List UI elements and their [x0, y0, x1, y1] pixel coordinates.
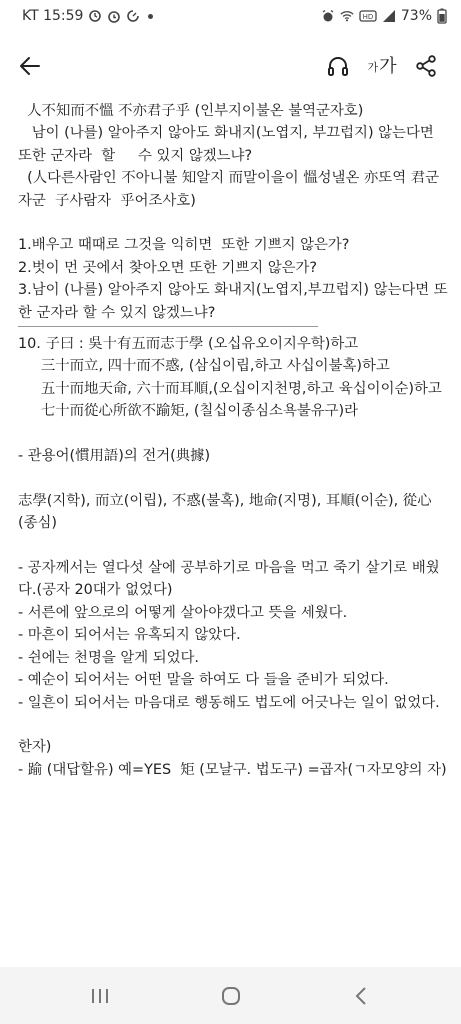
home-icon	[221, 986, 241, 1006]
font-size-large-label: 가	[379, 56, 397, 77]
text-line: - 예순이 되어서는 어떤 말을 하여도 다 들을 준비가 되었다.	[18, 672, 389, 689]
text-line: 10. 子曰 : 吳十有五而志于學 (오십유오이지우학)하고	[18, 336, 359, 353]
text-line: 志學(지학), 而立(이립), 不惑(불혹), 地命(지명), 耳順(이순), 從心(종심)	[18, 492, 432, 532]
share-icon	[415, 55, 437, 77]
text-line: (人다른사람인 不아니불 知알지 而말이을이 慍성낼온 亦또역 君군자군 子사람자 乎어조사호)	[18, 170, 439, 209]
app-toolbar	[0, 44, 461, 88]
recent-apps-button[interactable]	[80, 981, 120, 1011]
text-line: 한자)	[18, 739, 52, 756]
blank-line	[18, 423, 448, 445]
headphones-icon	[326, 54, 350, 78]
arrow-left-icon	[19, 55, 41, 77]
text-line: - 공자께서는 열다섯 살에 공부하기로 마음을 먹고 죽기 살기로 배웠다.(공자 20대가 없었다)	[18, 560, 440, 599]
battery-percent: 73%	[400, 8, 432, 24]
text-line: - 일흔이 되어서는 마음대로 행동해도 법도에 어긋나는 일이 없었다.	[18, 694, 440, 711]
text-line: 3.남이 (나를) 알아주지 않아도 화내지(노엽지,부끄럽지) 않는다면 또한 군자라 할 수 있지 않겠느냐?	[18, 282, 448, 321]
home-button[interactable]	[211, 981, 251, 1011]
signal-icon	[382, 9, 396, 23]
text-line: - 踰 (대답할유) 예=YES 矩 (모날구. 법도구) =곱자(ㄱ자모양의 자)	[18, 761, 447, 778]
wifi-icon	[340, 9, 354, 23]
alarm-status-icon	[107, 9, 121, 23]
article-body	[18, 100, 448, 781]
text-line: 人不知而不慍 不亦君子乎 (인부지이불온 불역군자호)	[18, 103, 364, 119]
blank-line	[18, 535, 448, 557]
blank-line	[18, 212, 448, 234]
status-bar	[0, 0, 461, 34]
blank-line	[18, 467, 448, 489]
data-saver-icon	[126, 9, 140, 23]
recent-apps-icon	[90, 987, 110, 1005]
text-line: 1.배우고 때때로 그것을 익히면 또한 기쁘지 않은가?	[18, 237, 350, 254]
status-right	[321, 8, 447, 24]
blank-line	[18, 714, 448, 736]
share-button[interactable]	[410, 50, 442, 82]
system-nav-bar	[0, 967, 461, 1024]
text-line: - 마흔이 되어서는 유혹되지 않았다.	[18, 627, 241, 644]
text-line: 三十而立, 四十而不惑, (삼십이립,하고 사십이불혹)하고	[18, 358, 390, 375]
status-left	[22, 8, 153, 24]
text-line: 남이 (나를) 알아주지 않아도 화내지(노엽지, 부끄럽지) 않는다면 또한 군자라 할 수 있지 않겠느냐?	[18, 125, 439, 164]
back-button[interactable]	[14, 50, 46, 82]
battery-icon	[437, 8, 447, 24]
listen-button[interactable]	[322, 50, 354, 82]
text-line: 2.벗이 먼 곳에서 찾아오면 또한 기쁘지 않은가?	[18, 259, 318, 276]
text-line: - 쉰에는 천명을 알게 되었다.	[18, 649, 199, 666]
text-line: - 관용어(慣用語)의 전거(典據)	[18, 448, 211, 465]
status-time: KT 15:59	[22, 8, 84, 24]
sync-icon	[88, 9, 102, 23]
hd-voice-icon	[359, 9, 377, 23]
text-line: 七十而從心所欲不踰矩, (칠십이종심소욕불유구)라	[18, 403, 359, 420]
svg-text:HD: HD	[362, 13, 374, 21]
font-size-small-label: 가	[367, 61, 379, 74]
nav-back-button[interactable]	[341, 981, 381, 1011]
font-size-button[interactable]	[362, 49, 402, 81]
notification-dot	[148, 14, 153, 19]
separator-line	[18, 326, 318, 327]
text-line: 五十而地天命, 六十而耳順,(오십이지천명,하고 육십이이순)하고	[18, 380, 442, 397]
alarm-clock-icon	[321, 9, 335, 23]
text-line: - 서른에 앞으로의 어떻게 살아야갰다고 뜻을 세웠다.	[18, 604, 348, 621]
chevron-left-icon	[353, 986, 369, 1006]
